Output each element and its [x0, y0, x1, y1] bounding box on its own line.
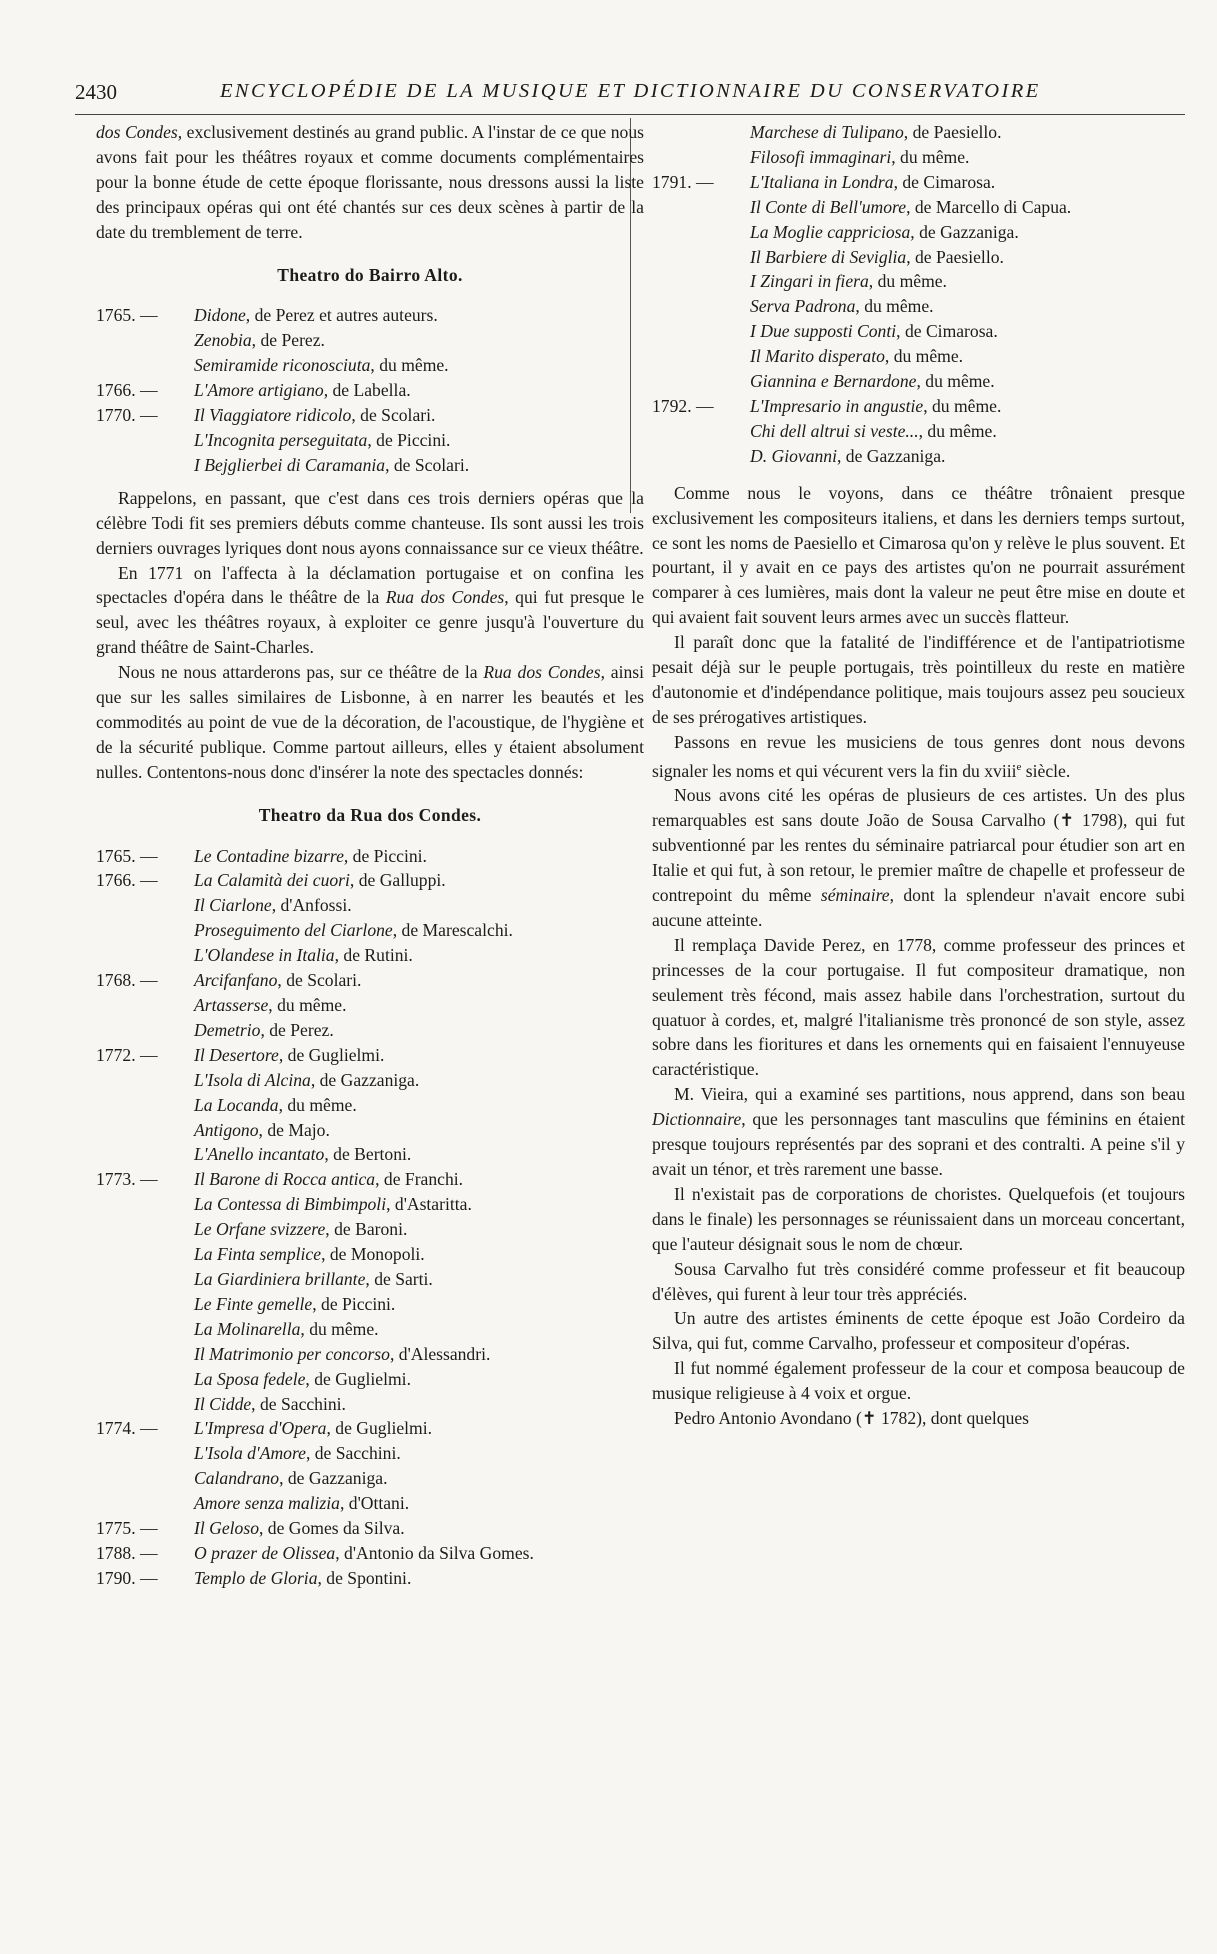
opera-entry [96, 1192, 644, 1217]
opera-title: Semiramide riconosciuta [194, 355, 371, 376]
opera-composer: , de Gazzaniga. [310, 1069, 420, 1090]
opera-composer: , du même. [370, 355, 449, 376]
opera-composer: , de Scolari. [277, 970, 362, 991]
opera-composer: , de Cimarosa. [896, 321, 998, 342]
running-title: ENCYCLOPÉDIE DE LA MUSIQUE ET DICTIONNAIRE DU CONSERVATOIRE [220, 80, 1041, 102]
entry-body [194, 303, 644, 328]
entry-body [194, 328, 644, 353]
opera-composer: , de Franchi. [375, 1169, 464, 1190]
opera-entry [96, 1167, 644, 1192]
opera-title: L'Olandese in Italia [194, 945, 335, 966]
opera-entry [652, 444, 1185, 469]
entry-year: 1773. — [96, 1169, 158, 1190]
opera-title: Didone [194, 305, 246, 326]
opera-title: D. Giovanni [750, 445, 837, 466]
opera-entry [96, 968, 644, 993]
opera-composer: , de Piccini. [343, 845, 427, 866]
opera-entry [652, 145, 1185, 170]
entry-body [194, 943, 644, 968]
entry-body [750, 170, 1185, 195]
opera-title: Il Cidde [194, 1393, 252, 1414]
entry-body [194, 1416, 644, 1441]
opera-title: Demetrio [194, 1019, 261, 1040]
opera-entry [96, 1416, 644, 1441]
opera-composer: , du même. [891, 146, 970, 167]
opera-entry [96, 303, 644, 328]
text-span: siècle. [1021, 760, 1071, 781]
opera-entry [96, 1342, 644, 1367]
text-span: , dont la splendeur n'avait encore subi aucune atteinte. [652, 885, 1186, 930]
opera-title: I Zingari in fiera [750, 271, 869, 292]
opera-title: L'Amore artigiano [194, 380, 324, 401]
opera-composer: , de Guglielmi. [305, 1368, 411, 1389]
text-span: En 1771 on l'affecta à la déclamation portugaise et on confina les spectacles d'opéra dans le théâtre de la [96, 562, 644, 608]
opera-composer: , de Scolari. [351, 405, 436, 426]
opera-title: Le Contadine bizarre [194, 845, 344, 866]
opera-title: Amore senza malizia [194, 1493, 340, 1514]
opera-entry [96, 428, 644, 453]
entry-body [194, 844, 644, 869]
opera-title: La Molinarella [194, 1318, 301, 1339]
theatre-title: Rua dos Condes [483, 662, 601, 683]
opera-entry [96, 943, 644, 968]
opera-entry [652, 195, 1185, 220]
opera-list-continued [652, 120, 1185, 469]
paragraph-eleves: Sousa Carvalho fut très considéré comme professeur et fit beaucoup d'élèves, qui furent à leur tour très appréciés. [652, 1258, 1185, 1304]
opera-title: L'Impresa d'Opera [194, 1418, 327, 1439]
section-heading-bairro-alto: Theatro do Bairro Alto. [277, 264, 463, 285]
opera-composer: , du même. [300, 1318, 379, 1339]
opera-title: I Due supposti Conti [750, 321, 897, 342]
entry-body [194, 1342, 644, 1367]
opera-title: Zenobia [194, 330, 252, 351]
entry-body [194, 918, 644, 943]
left-column [96, 120, 644, 1599]
opera-title: La Contessa di Bimbimpoli [194, 1194, 387, 1215]
entry-year: 1788. — [96, 1542, 158, 1563]
paragraph-cordeiro: Un autre des artistes éminents de cette époque est João Cordeiro da Silva, qui fut, comme Carvalho, professeur et compositeur d'opéras. [652, 1308, 1185, 1354]
opera-entry [96, 1516, 644, 1541]
text-span: , que les personnages tant masculins que féminins en étaient presque toujours représentés par des soprani et des contralti. A peine s'il y avait un ténor, et très rarement une basse. [652, 1109, 1185, 1180]
entry-year: 1774. — [96, 1418, 158, 1439]
opera-composer: , de Paesiello. [906, 246, 1004, 267]
opera-composer: , du même. [268, 995, 347, 1015]
italic-term: Dictionnaire [652, 1109, 742, 1130]
entry-body [750, 394, 1185, 419]
opera-composer: , de Sacchini. [305, 1443, 401, 1464]
entry-body [194, 1317, 644, 1342]
opera-composer: , de Perez. [251, 330, 325, 351]
opera-entry [652, 269, 1185, 294]
opera-entry [96, 1441, 644, 1466]
opera-title: L'Italiana in Londra [750, 171, 894, 192]
italic-term: séminaire [820, 885, 890, 906]
entry-body [194, 1267, 644, 1292]
opera-composer: , de Perez. [260, 1019, 334, 1040]
entry-year: 1766. — [96, 870, 158, 891]
entry-year: 1772. — [96, 1044, 158, 1065]
opera-title: Il Barbiere di Seviglia [750, 246, 907, 267]
opera-title: Le Finte gemelle [194, 1293, 313, 1314]
paragraph-musiciens [652, 730, 1185, 784]
entry-year: 1791. — [652, 171, 714, 192]
opera-composer: , d'Astaritta. [386, 1194, 472, 1215]
opera-composer: , de Gazzaniga. [910, 221, 1019, 242]
opera-composer: , de Perez et autres auteurs. [245, 305, 438, 326]
entry-body [750, 120, 1185, 145]
opera-title: L'Incognita perseguitata [194, 429, 368, 450]
paragraph-vieira [652, 1082, 1185, 1182]
opera-entry [96, 1142, 644, 1167]
opera-title: Il Conte di Bell'umore [750, 196, 907, 217]
entry-year: 1770. — [96, 405, 158, 426]
opera-composer: , de Guglielmi. [326, 1418, 433, 1439]
entry-body [194, 1292, 644, 1317]
opera-title: I Bejglierbei di Caramania [194, 454, 386, 475]
opera-title: Il Geloso [194, 1518, 259, 1539]
entry-body [194, 1192, 644, 1217]
opera-entry [652, 120, 1185, 145]
text-span: , qui fut presque le seul, avec les théâtres royaux, à exploiter ce genre jusqu'à l'ouverture du grand théâtre de Saint-Charles. [96, 587, 645, 658]
entry-body [194, 1093, 644, 1118]
entry-body [194, 1118, 644, 1143]
paragraph-avondano: Pedro Antonio Avondano (✝ 1782), dont quelques [674, 1408, 1030, 1429]
superscript: e [1016, 760, 1022, 773]
opera-entry [96, 1466, 644, 1491]
opera-entry [96, 1292, 644, 1317]
entry-body [194, 868, 644, 893]
opera-title: Artasserse [194, 995, 269, 1015]
entry-body [194, 453, 644, 478]
opera-composer: , du même. [884, 346, 964, 367]
opera-entry [652, 319, 1185, 344]
opera-entry [96, 1317, 644, 1342]
entry-body [194, 1491, 644, 1516]
opera-title: Serva Padrona [750, 296, 856, 317]
theatre-title: Rua dos Condes [385, 587, 505, 608]
opera-entry [96, 1392, 644, 1417]
opera-title: Chi dell altrui si veste... [750, 420, 919, 441]
entry-year: 1765. — [96, 305, 158, 326]
intro-title: dos Condes [96, 122, 178, 142]
text-span: M. Vieira, qui a examiné ses partitions, nous apprend, dans son beau [674, 1084, 1185, 1105]
opera-entry [96, 328, 644, 353]
page-number: 2430 [75, 80, 117, 104]
opera-title: Il Viaggiatore ridicolo [194, 405, 352, 426]
entry-body [194, 1217, 644, 1242]
opera-composer: , de Rutini. [334, 945, 413, 966]
paragraph-choristes: Il n'existait pas de corporations de choristes. Quelquefois (et toujours dans le finale) les personnages se réunissaient dans un morceau concertant, que l'auteur désignait sous le nom de chœur. [652, 1183, 1185, 1254]
opera-entry [96, 918, 644, 943]
opera-title: Il Barone di Rocca antica [194, 1169, 376, 1190]
opera-composer: , du même. [868, 271, 947, 292]
opera-composer: , de Monopoli. [321, 1244, 425, 1265]
opera-composer: , de Guglielmi. [278, 1044, 385, 1065]
page-header [75, 80, 1185, 115]
opera-entry [652, 419, 1185, 444]
intro-text: , exclusivement destinés au grand public. A l'instar de ce que nous avons fait pour les théâtres royaux et comme documents complémentaires pour la bonne étude de cette époque florissante, nous dressons aussi la liste des principaux opéras qui ont été chantés sur ces deux scènes à partir de la date du tremblement de terre. [96, 122, 644, 242]
opera-title: Proseguimento del Ciarlone [194, 920, 393, 941]
opera-title: La Finta semplice [194, 1244, 322, 1265]
entry-body [750, 245, 1185, 270]
opera-title: Antigono [194, 1119, 259, 1140]
entry-body [750, 294, 1185, 319]
entry-body [194, 893, 644, 918]
entry-body [194, 428, 644, 453]
opera-composer: , de Paesiello. [903, 122, 1002, 142]
entry-body [194, 353, 644, 378]
opera-entry [96, 1566, 644, 1591]
opera-composer: , du même. [916, 371, 995, 392]
opera-list-rua-dos-condes [96, 844, 644, 1591]
opera-title: Giannina e Bernardone [750, 371, 917, 392]
opera-composer: , de Gomes da Silva. [259, 1518, 405, 1539]
opera-entry [96, 1367, 644, 1392]
entry-body [194, 1018, 644, 1043]
opera-composer: , du même. [923, 395, 1002, 416]
opera-composer: , de Sarti. [365, 1268, 433, 1289]
opera-title: L'Impresario in angustie [750, 395, 924, 416]
entry-year: 1790. — [96, 1567, 158, 1588]
paragraph-rua-dos-condes [96, 660, 644, 785]
opera-composer: , de Cimarosa. [893, 171, 996, 192]
opera-title: Filosofi immaginari [750, 146, 892, 167]
opera-entry [652, 394, 1185, 419]
opera-entry [96, 1093, 644, 1118]
opera-title: La Giardiniera brillante [194, 1268, 366, 1289]
opera-entry [652, 170, 1185, 195]
opera-entry [652, 220, 1185, 245]
opera-title: Marchese di Tulipano [750, 122, 904, 142]
opera-title: L'Isola d'Amore [194, 1443, 306, 1464]
opera-title: La Moglie cappriciosa [750, 221, 911, 242]
opera-composer: , de Piccini. [312, 1293, 396, 1314]
entry-body [194, 403, 644, 428]
opera-entry [96, 1242, 644, 1267]
paragraph-1771 [96, 561, 644, 661]
entry-body [194, 1043, 644, 1068]
opera-title: La Locanda [194, 1094, 279, 1115]
opera-composer: , du même. [918, 420, 997, 441]
opera-entry [96, 1118, 644, 1143]
opera-title: O prazer de Olissea [194, 1542, 336, 1563]
opera-composer: , d'Ottani. [339, 1493, 410, 1514]
opera-entry [96, 453, 644, 478]
entry-body [194, 993, 644, 1018]
opera-composer: , du même. [855, 296, 934, 317]
paragraph-musique-religieuse: Il fut nommé également professeur de la cour et composa beaucoup de musique religieuse à 4 voix et orgue. [652, 1358, 1185, 1404]
entry-year: 1768. — [96, 970, 158, 991]
paragraph-compositeurs-italiens: Comme nous le voyons, dans ce théâtre trônaient presque exclusivement les compositeurs italiens, et dans les derniers temps surtout, ce sont les noms de Paesiello et Cimarosa qu'on y relève le plus souvent. Et pourtant, il y avait en ce pays des artistes qu'on ne pourrait assurément comparer à ces lumières, mais dont la valeur ne peut être mise en doute et qui avaient fait souvent leurs armes avec un succès flatteur. [652, 482, 1185, 628]
entry-body [194, 1068, 644, 1093]
opera-composer: , de Sacchini. [251, 1393, 346, 1414]
opera-composer: , de Gazzaniga. [279, 1468, 388, 1489]
opera-title: Le Orfane svizzere [194, 1219, 326, 1240]
opera-entry [96, 403, 644, 428]
entry-body [750, 269, 1185, 294]
opera-composer: , de Majo. [258, 1119, 330, 1140]
opera-entry [96, 993, 644, 1018]
opera-entry [652, 369, 1185, 394]
paragraph-todi: Rappelons, en passant, que c'est dans ces trois derniers opéras que la célèbre Todi fit ses premiers débuts comme chanteuse. Ils sont aussi les trois derniers ouvrages lyriques dont nous ayons connaissance sur ce vieux théâtre. [96, 487, 644, 558]
opera-composer: , de Bertoni. [324, 1144, 412, 1165]
entry-body [750, 195, 1185, 220]
opera-entry [96, 868, 644, 893]
text-span: , ainsi que sur les salles similaires de Lisbonne, à en narrer les beautés et les commodités au point de vue de la décoration, de l'acoustique, de l'hygiène et de la sécurité publique. Comme partout ailleurs, elles y étaient absolument nulles. Contentons-nous donc d'insérer la note des spectacles donnés: [96, 662, 645, 782]
opera-composer: , de Baroni. [325, 1219, 408, 1240]
opera-composer: , de Piccini. [367, 429, 451, 450]
opera-composer: , de Labella. [323, 380, 411, 401]
entry-body [194, 1392, 644, 1417]
opera-title: Il Marito disperato [750, 346, 885, 367]
opera-composer: , de Scolari. [385, 454, 470, 475]
opera-title: La Sposa fedele [194, 1368, 306, 1389]
entry-body [194, 1541, 644, 1566]
right-column [652, 120, 1185, 1431]
entry-body [194, 1242, 644, 1267]
opera-entry [96, 844, 644, 869]
entry-year: 1766. — [96, 380, 158, 401]
opera-title: Il Matrimonio per concorso [194, 1343, 390, 1364]
entry-body [750, 319, 1185, 344]
opera-entry [652, 245, 1185, 270]
opera-entry [652, 344, 1185, 369]
entry-body [750, 145, 1185, 170]
text-span: Passons en revue les musiciens de tous genres dont nous devons signaler les noms et qui vécurent vers la fin du xviii [652, 731, 1185, 781]
opera-entry [96, 353, 644, 378]
opera-composer: , de Galluppi. [349, 870, 446, 891]
entry-body [194, 1566, 644, 1591]
entry-body [750, 220, 1185, 245]
entry-body [194, 1367, 644, 1392]
entry-body [194, 1466, 644, 1491]
opera-title: Calandrano [194, 1468, 280, 1489]
opera-composer: , d'Alessandri. [389, 1343, 491, 1364]
opera-entry [96, 1068, 644, 1093]
opera-title: Il Desertore [194, 1044, 279, 1065]
entry-body [194, 1516, 644, 1541]
opera-entry [96, 1043, 644, 1068]
opera-entry [96, 1491, 644, 1516]
paragraph-sousa-carvalho [652, 783, 1185, 932]
intro-paragraph [96, 120, 644, 245]
opera-title: Arcifanfano [194, 970, 278, 991]
opera-entry [652, 294, 1185, 319]
entry-body [194, 1167, 644, 1192]
opera-entry [96, 1018, 644, 1043]
entry-body [194, 1142, 644, 1167]
opera-composer: , de Gazzaniga. [836, 445, 946, 466]
opera-entry [96, 1267, 644, 1292]
entry-year: 1792. — [652, 395, 714, 416]
entry-body [194, 968, 644, 993]
opera-entry [96, 1217, 644, 1242]
opera-entry [96, 893, 644, 918]
section-heading-rua-dos-condes: Theatro da Rua dos Condes. [258, 804, 482, 825]
opera-title: Templo de Gloria [194, 1567, 318, 1588]
paragraph-perez: Il remplaça Davide Perez, en 1778, comme professeur des princes et princesses de la cour portugaise. Il fut compositeur dramatique, non seulement très fécond, mais assez habile dans l'orchestration, surtout du quatuor à cordes, et, malgré l'italianisme très prononcé de son style, assez sobre dans les fioritures et dans les ornements qui en faisaient l'ennuyeuse caractéristique. [652, 934, 1185, 1080]
text-span: Nous ne nous attarderons pas, sur ce théâtre de la [118, 662, 484, 683]
paragraph-antipatriotisme: Il paraît donc que la fatalité de l'indifférence et de l'antipatriotisme pesait déjà sur le peuple portugais, très pointilleux du reste en matière d'autonomie et d'indépendance politique, mais toujours assez peu soucieux de ses prérogatives artistiques. [652, 632, 1185, 727]
text-span: Nous avons cité les opéras de plusieurs de ces artistes. Un des plus remarquables est sans doute João de Sousa Carvalho (✝ 1798), qui fut subventionné par les rentes du séminaire patriarcal pour étudier son art en Italie et qui fut, à son retour, le premier maître de chapelle et professeur de contrepoint du même [652, 785, 1185, 906]
entry-body [750, 369, 1185, 394]
opera-composer: , de Marescalchi. [392, 920, 513, 941]
opera-entry [96, 1541, 644, 1566]
entry-body [194, 378, 644, 403]
entry-body [750, 419, 1185, 444]
entry-body [750, 444, 1185, 469]
opera-title: Il Ciarlone [194, 895, 272, 916]
entry-year: 1775. — [96, 1518, 158, 1539]
opera-composer: , de Marcello di Capua. [906, 196, 1072, 217]
opera-entry [96, 378, 644, 403]
opera-title: La Calamità dei cuori [194, 870, 350, 891]
opera-composer: , d'Anfossi. [271, 895, 352, 916]
entry-body [194, 1441, 644, 1466]
opera-title: L'Isola di Alcina [194, 1069, 311, 1090]
opera-composer: , d'Antonio da Silva Gomes. [335, 1542, 534, 1563]
opera-composer: , de Spontini. [317, 1567, 412, 1588]
entry-year: 1765. — [96, 845, 158, 866]
opera-composer: , du même. [278, 1094, 357, 1115]
opera-list-bairro-alto [96, 303, 644, 477]
entry-body [750, 344, 1185, 369]
opera-title: L'Anello incantato [194, 1144, 325, 1165]
